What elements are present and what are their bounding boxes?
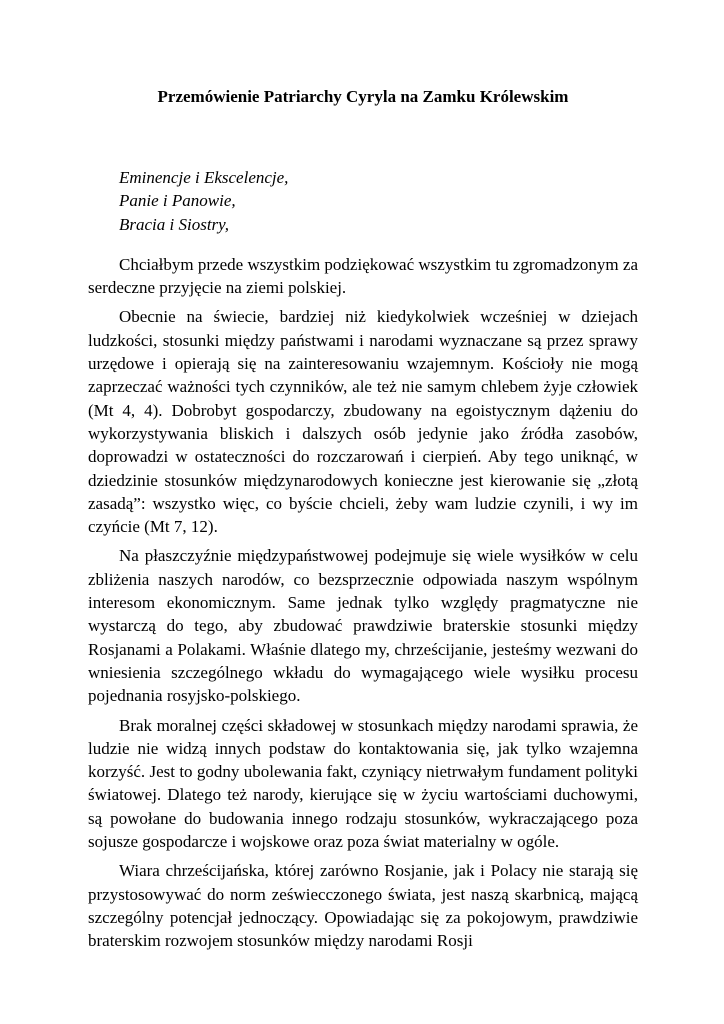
salutation-line: Eminencje i Ekscelencje, (119, 168, 289, 187)
speech-body (88, 253, 638, 953)
salutation-block (88, 166, 638, 236)
salutation-line: Panie i Panowie, (119, 191, 236, 211)
paragraph: Brak moralnej części składowej w stosunkach między narodami sprawia, że ludzie nie widzą innych podstaw do kontaktowania się, jak tylko wzajemna korzyść. Jest to godny ubolewania fakt, czyniący nietrwałym fundament polityki światowej. Dlatego też narody, kierujące się w życiu wartościami duchowymi, są powołane do budowania innego rodzaju stosunków, wykraczającego poza sojusze gospodarcze i wojskowe oraz poza świat materialny w ogóle. (88, 715, 638, 852)
paragraph: Obecnie na świecie, bardziej niż kiedykolwiek wcześniej w dziejach ludzkości, stosunki między państwami i narodami wyznaczane są przez sprawy urzędowe i opierają się na zainteresowaniu wzajemnym. Kościoły nie mogą zaprzeczać ważności tych czynników, ale też nie samym chlebem żyje człowiek (Mt 4, 4). Dobrobyt gospodarczy, zbudowany na egoistycznym dążeniu do wykorzystywania bliskich i dalszych osób jedynie jako źródła zasobów, doprowadzi w ostateczności do rozczarowań i cierpień. Aby tego uniknąć, w dziedzinie stosunków międzynarodowych konieczne jest kierowanie się „złotą zasadą”: wszystko więc, co byście chcieli, żeby wam ludzie czynili, i wy im czyńcie (Mt 7, 12). (88, 307, 638, 537)
document-page (88, 84, 638, 959)
paragraph: Chciałbym przede wszystkim podziękować wszystkim tu zgromadzonym za serdeczne przyjęcie na ziemi polskiej. (88, 254, 638, 298)
document-title: Przemówienie Patriarchy Cyryla na Zamku Królewskim (157, 87, 569, 106)
paragraph: Wiara chrześcijańska, której zarówno Rosjanie, jak i Polacy nie starają się przystosowywać do norm zeświecczonego świata, jest naszą skarbnicą, mającą szczególny potencjał jednoczący. Opowiadając się za pokojowym, prawdziwie braterskim rozwojem stosunków między narodami Rosji (88, 861, 638, 951)
salutation-line: Bracia i Siostry, (119, 214, 230, 234)
paragraph: Na płaszczyźnie międzypaństwowej podejmuje się wiele wysiłków w celu zbliżenia naszych narodów, co bezsprzecznie odpowiada naszym wspólnym interesom ekonomicznym. Same jednak tylko względy pragmatyczne nie wystarczą do tego, aby zbudować prawdziwie braterskie stosunki między Rosjanami a Polakami. Właśnie dlatego my, chrześcijanie, jesteśmy wezwani do wniesienia szczególnego wkładu do wymagającego wiele wysiłku procesu pojednania rosyjsko-polskiego. (88, 546, 638, 706)
